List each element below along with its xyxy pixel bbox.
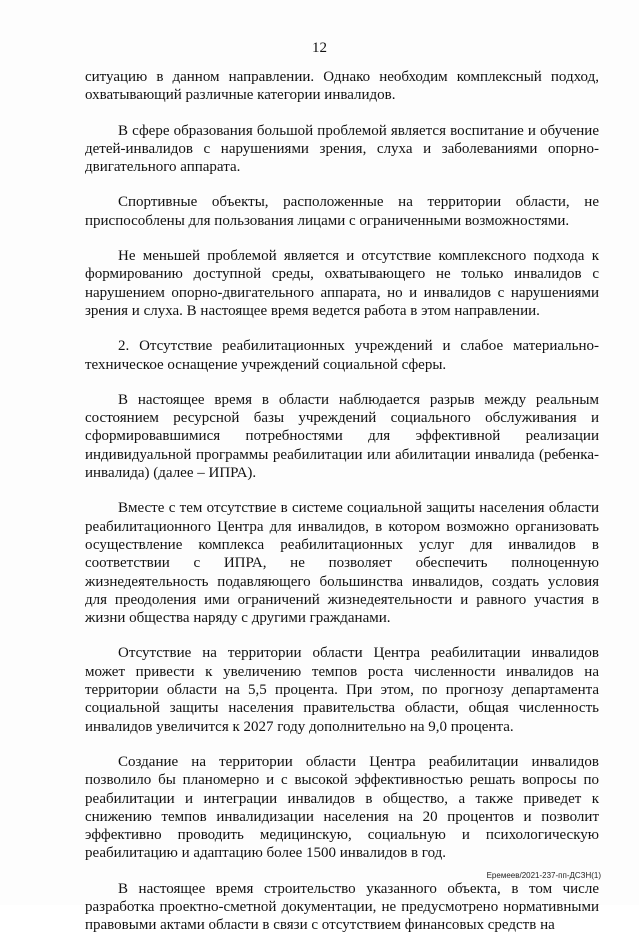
document-code: Еремеев/2021-237-пп-ДСЗН(1) — [486, 871, 601, 880]
paragraph: Спортивные объекты, расположенные на территории области, не приспособлены для пользования лицами с ограниченными возможностями. — [85, 194, 599, 229]
paragraph: В настоящее время строительство указанного объекта, в том числе разработка проектно-сметной документации, не предусмотрено нормативными правовыми актами области в связи с отсутствием финансовых средств на — [85, 880, 599, 934]
paragraph: В настоящее время в области наблюдается разрыв между реальным состоянием ресурсной базы учреждений социального обслуживания и сформировавшимися потребностями для эффективной реализации индивидуальной программы реабилитации или абилитации инвалида (ребенка-инвалида) (далее – ИПРА). — [85, 391, 599, 482]
paragraph: Отсутствие на территории области Центра реабилитации инвалидов может привести к увеличению темпов роста численности инвалидов на территории области на 5,5 процента. При этом, по прогнозу департамента социальной защиты населения правительства области, общая численность инвалидов увеличится к 2027 году дополнительно на 9,0 процента. — [85, 645, 599, 735]
paragraph: В сфере образования большой проблемой является воспитание и обучение детей-инвалидов с нарушениями зрения, слуха и заболеваниями опорно-двигательного аппарата. — [85, 122, 599, 176]
page-number: 12 — [312, 40, 327, 56]
document-body — [85, 68, 599, 952]
paragraph: 2. Отсутствие реабилитационных учреждений и слабое материально-техническое оснащение учреждений социальной сферы. — [85, 338, 599, 373]
paragraph: ситуацию в данном направлении. Однако необходим комплексный подход, охватывающий различные категории инвалидов. — [85, 69, 599, 104]
paragraph: Создание на территории области Центра реабилитации инвалидов позволило бы планомерно и с высокой эффективностью решать вопросы по реабилитации и интеграции инвалидов в общество, а также приведет к снижению темпов инвалидизации населения на 20 процентов и позволит эффективно проводить медицинскую, социальную и психологическую реабилитацию и адаптацию более 1500 инвалидов в год. — [85, 753, 599, 862]
paragraph: Вместе с тем отсутствие в системе социальной защиты населения области реабилитационного Центра для инвалидов, в котором возможно организовать осуществление комплекса реабилитационных услуг для инвалидов в соответствии с ИПРА, не позволяет обеспечить полноценную жизнедеятельность подавляющего большинства инвалидов, создать условия для преодоления ими ограничений жизнедеятельности и равного участия в жизни общества наряду с другими гражданами. — [85, 500, 599, 627]
paragraph: Не меньшей проблемой является и отсутствие комплексного подхода к формированию доступной среды, охватывающего не только инвалидов с нарушением опорно-двигательного аппарата, но и инвалидов с нарушениями зрения и слуха. В настоящее время ведется работа в этом направлении. — [85, 248, 599, 319]
